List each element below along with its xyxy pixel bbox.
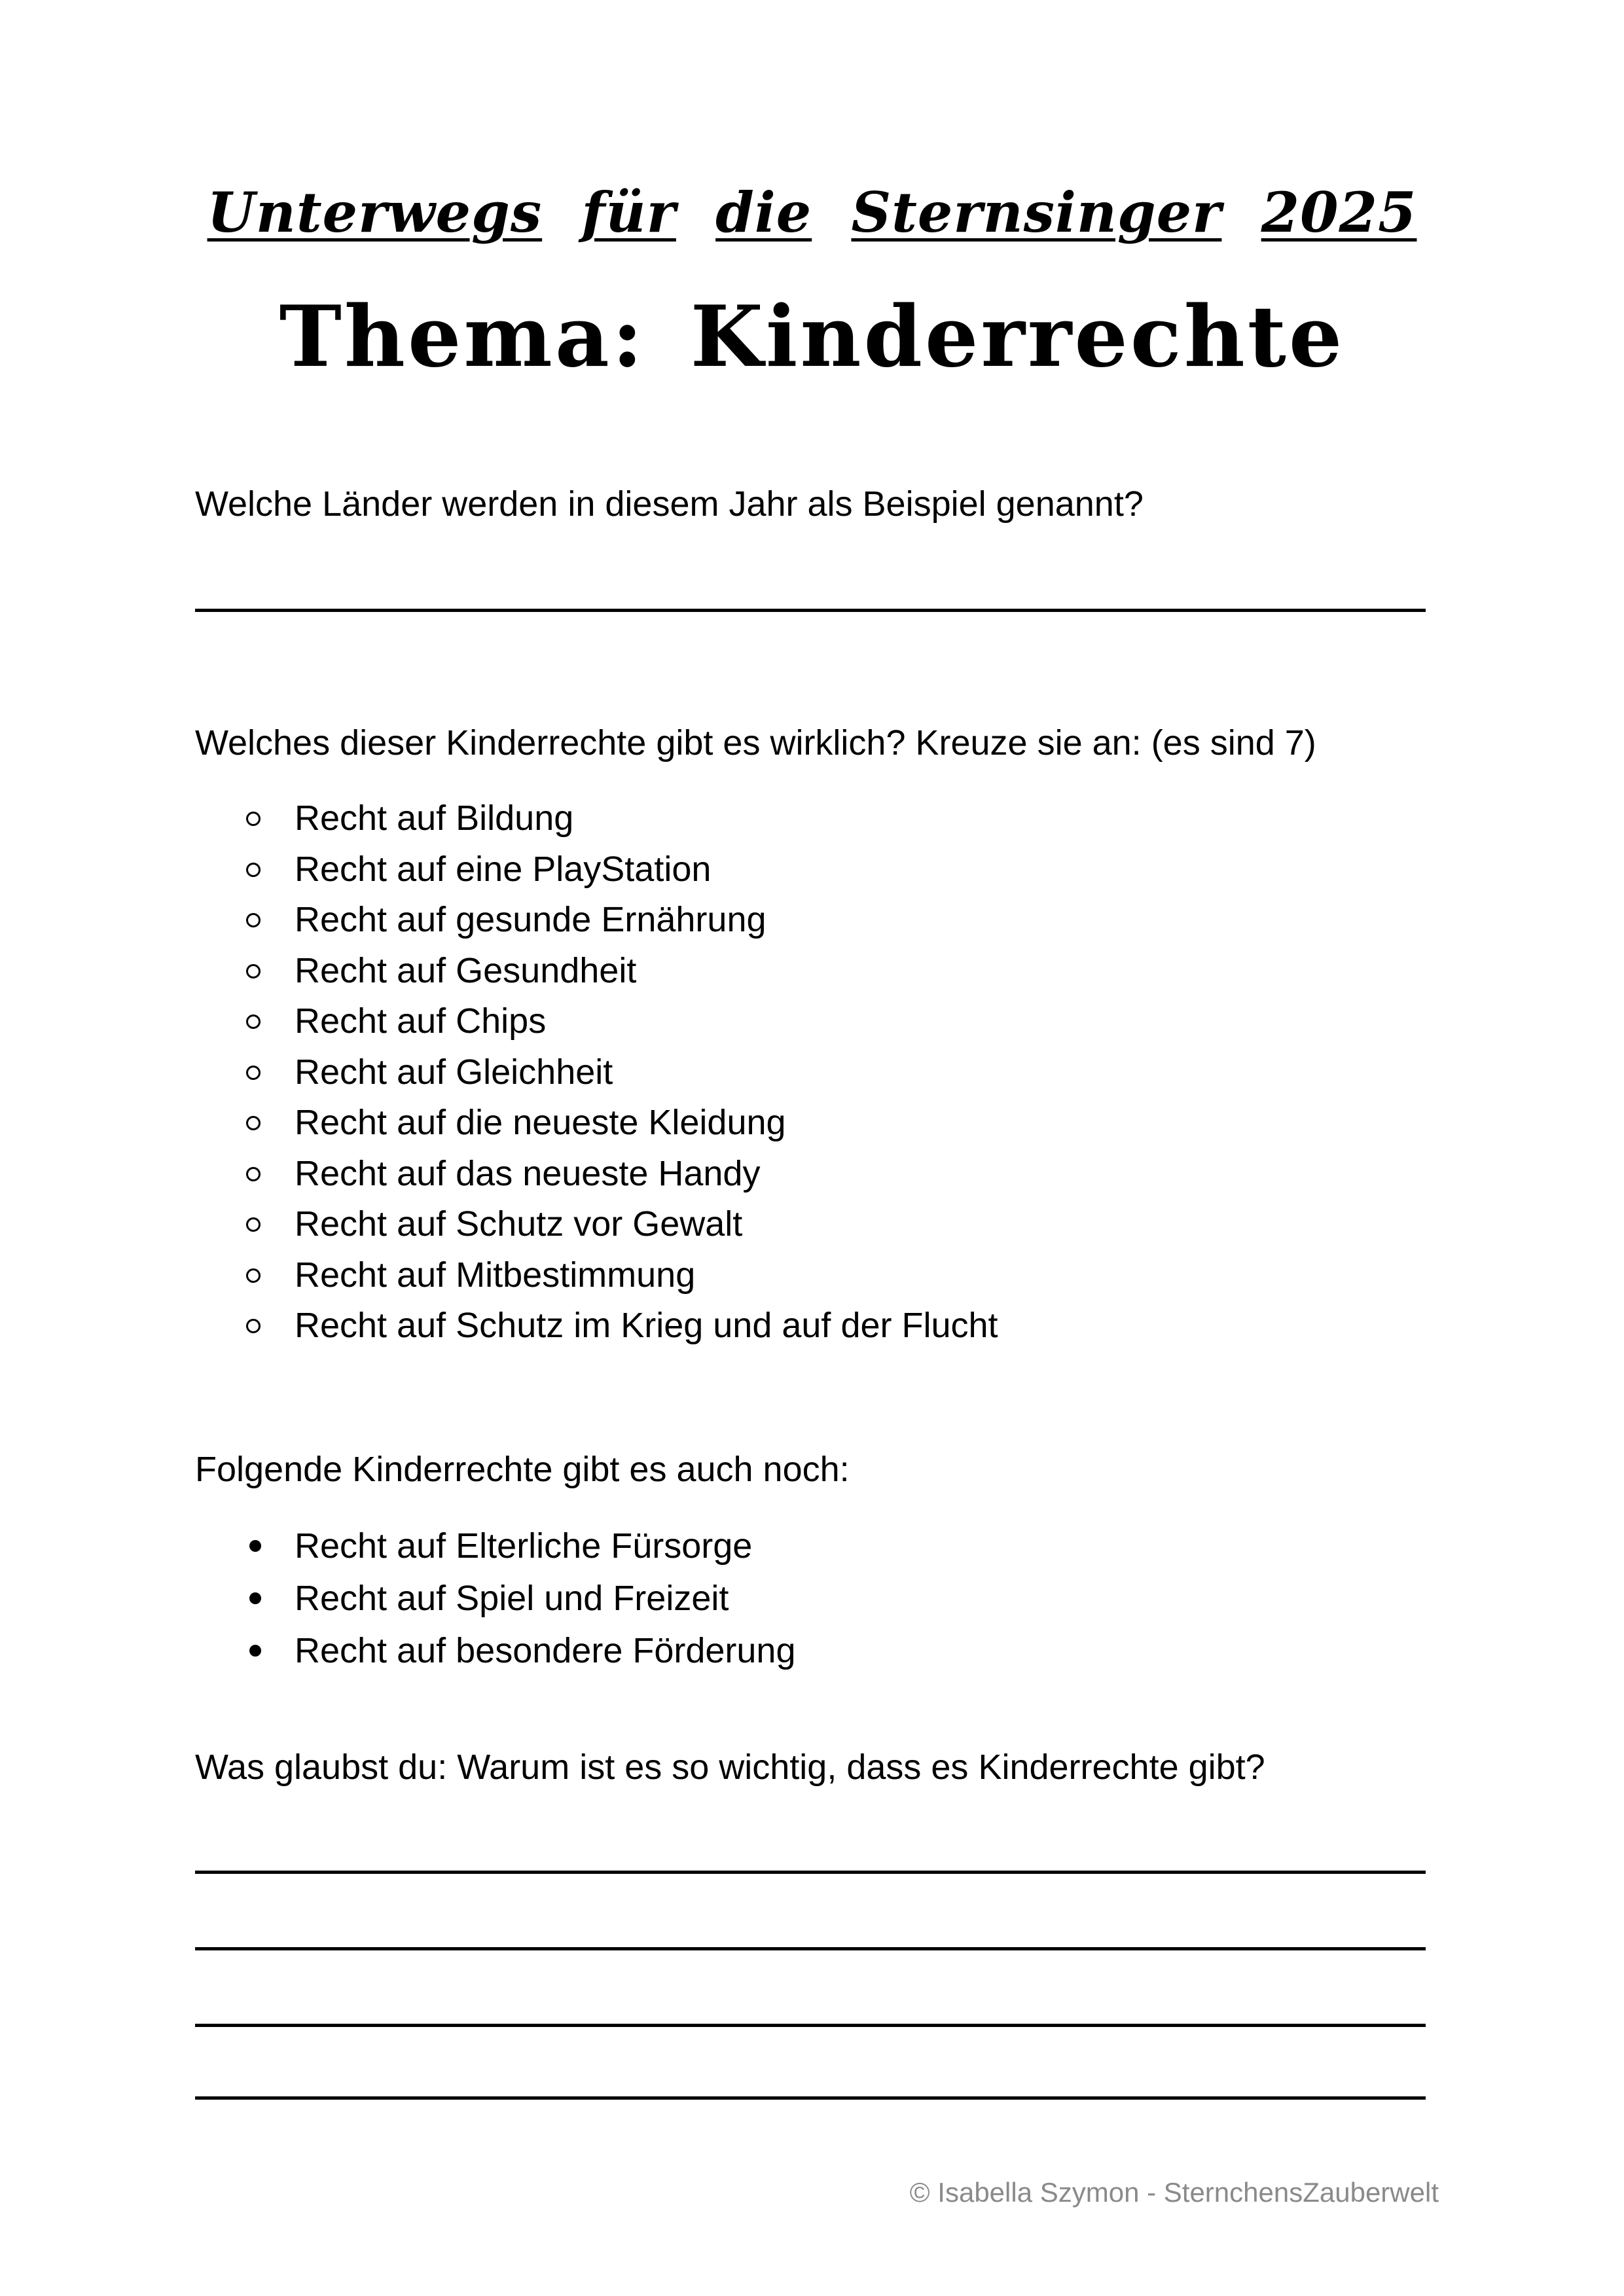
checklist-item-label: Recht auf eine PlayStation: [295, 849, 712, 889]
checklist-item[interactable]: [195, 996, 998, 1047]
checkbox-circle-icon[interactable]: [246, 964, 261, 978]
bullet-icon: [249, 1540, 261, 1552]
checklist-item[interactable]: [195, 1098, 998, 1149]
question-2: Welches dieser Kinderrechte gibt es wirklich? Kreuze sie an: (es sind 7): [195, 723, 1316, 762]
checkbox-circle-icon[interactable]: [246, 1014, 261, 1029]
checkbox-circle-icon[interactable]: [246, 1066, 261, 1080]
subtitle-word: für: [581, 180, 676, 245]
checkbox-circle-icon[interactable]: [246, 1116, 261, 1130]
checkbox-circle-icon[interactable]: [246, 863, 261, 877]
checklist-item-label: Recht auf die neueste Kleidung: [295, 1103, 786, 1142]
checklist-item[interactable]: [195, 1250, 998, 1301]
checklist: [195, 793, 998, 1352]
list-item: [195, 1624, 796, 1677]
checklist-item-label: Recht auf Mitbestimmung: [295, 1255, 696, 1295]
checklist-item[interactable]: [195, 844, 998, 895]
checklist-item-label: Recht auf gesunde Ernährung: [295, 900, 767, 939]
checkbox-circle-icon[interactable]: [246, 1217, 261, 1232]
bullet-icon: [249, 1592, 261, 1604]
subtitle-word: 2025: [1261, 180, 1417, 245]
subtitle-word: Unterwegs: [207, 180, 543, 245]
question-4: Was glaubst du: Warum ist es so wichtig, dass es Kinderrechte gibt?: [195, 1748, 1265, 1787]
list-item: [195, 1520, 796, 1572]
checkbox-circle-icon[interactable]: [246, 913, 261, 927]
question-1: Welche Länder werden in diesem Jahr als Beispiel genannt?: [195, 484, 1144, 524]
worksheet-subtitle: [0, 177, 1624, 249]
checklist-item[interactable]: [195, 1300, 998, 1352]
bullet-icon: [249, 1645, 261, 1657]
worksheet-title: Thema: Kinderrechte: [279, 288, 1345, 386]
checklist-item-label: Recht auf Gesundheit: [295, 950, 637, 990]
checklist-item[interactable]: [195, 1047, 998, 1098]
answer-line[interactable]: [195, 2096, 1426, 2100]
checklist-item-label: Recht auf Bildung: [295, 798, 574, 838]
subtitle-word: die: [715, 180, 812, 245]
checkbox-circle-icon[interactable]: [246, 1319, 261, 1333]
answer-line[interactable]: [195, 609, 1426, 612]
subtitle-word: Sternsinger: [851, 180, 1222, 245]
answer-line[interactable]: [195, 1947, 1426, 1950]
checklist-item[interactable]: [195, 1199, 998, 1250]
answer-line[interactable]: [195, 1871, 1426, 1874]
more-rights-list: [195, 1520, 796, 1677]
checkbox-circle-icon[interactable]: [246, 1167, 261, 1181]
list-item: [195, 1572, 796, 1624]
list-item-label: Recht auf besondere Förderung: [295, 1631, 796, 1670]
checklist-item[interactable]: [195, 793, 998, 844]
checklist-item[interactable]: [195, 1149, 998, 1200]
checklist-item-label: Recht auf Schutz vor Gewalt: [295, 1204, 743, 1244]
list-item-label: Recht auf Elterliche Fürsorge: [295, 1526, 753, 1566]
question-3: Folgende Kinderrechte gibt es auch noch:: [195, 1450, 850, 1489]
list-item-label: Recht auf Spiel und Freizeit: [295, 1579, 729, 1618]
checklist-item[interactable]: [195, 895, 998, 946]
checklist-item-label: Recht auf Schutz im Krieg und auf der Flucht: [295, 1306, 998, 1345]
checkbox-circle-icon[interactable]: [246, 1268, 261, 1283]
copyright-footer: © Isabella Szymon - SternchensZauberwelt: [909, 2177, 1439, 2208]
answer-line[interactable]: [195, 2024, 1426, 2027]
checklist-item-label: Recht auf Chips: [295, 1001, 547, 1041]
checklist-item[interactable]: [195, 946, 998, 997]
checklist-item-label: Recht auf das neueste Handy: [295, 1153, 761, 1193]
checklist-item-label: Recht auf Gleichheit: [295, 1052, 613, 1092]
checkbox-circle-icon[interactable]: [246, 812, 261, 826]
